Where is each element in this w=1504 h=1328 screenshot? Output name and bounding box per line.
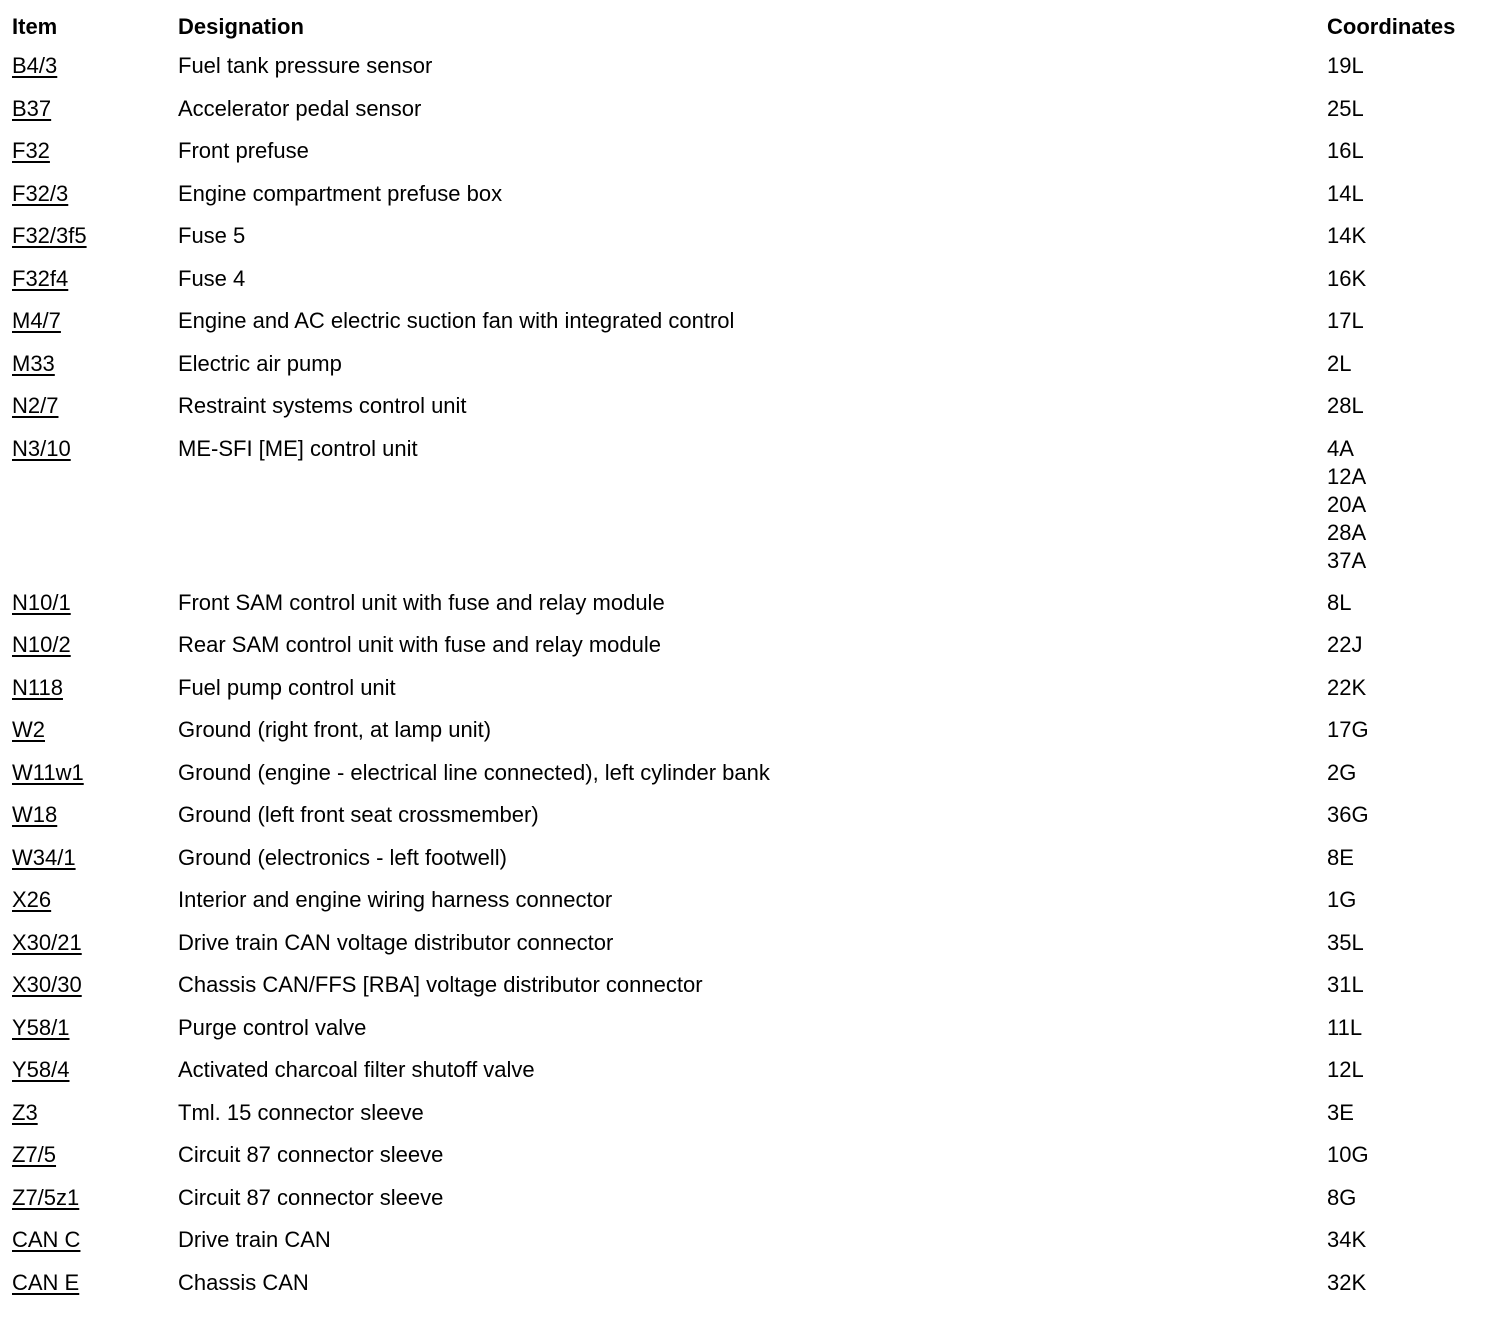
designation-text: Fuse 5 bbox=[178, 223, 246, 248]
component-legend-table bbox=[12, 14, 1492, 1311]
designation-text: Activated charcoal filter shutoff valve bbox=[178, 1057, 535, 1082]
table-row bbox=[12, 844, 1492, 887]
coordinates-text: 14K bbox=[1327, 223, 1367, 248]
item-link[interactable]: W2 bbox=[12, 717, 45, 742]
designation-text: Fuse 4 bbox=[178, 265, 246, 291]
item-link[interactable]: X30/30 bbox=[12, 972, 82, 997]
item-link[interactable]: Z7/5z1 bbox=[12, 1184, 80, 1210]
coordinates-text: 17L bbox=[1327, 308, 1364, 333]
table-row bbox=[12, 589, 1492, 632]
coordinates-text: 17G bbox=[1327, 717, 1369, 742]
item-link[interactable]: CAN C bbox=[12, 1227, 81, 1252]
table-header bbox=[12, 14, 1492, 52]
designation-text: Drive train CAN voltage distributor connector bbox=[178, 929, 614, 955]
table-row bbox=[12, 631, 1492, 674]
item-link[interactable]: CAN E bbox=[12, 1269, 80, 1295]
coordinates-text: 16K bbox=[1327, 265, 1367, 291]
item-link[interactable]: Z3 bbox=[12, 1099, 38, 1125]
table-row bbox=[12, 674, 1492, 717]
item-link[interactable]: W18 bbox=[12, 802, 58, 827]
coordinates-text: 22J bbox=[1327, 632, 1363, 657]
coordinates-text: 1G bbox=[1327, 887, 1357, 912]
coordinates-text: 31L bbox=[1327, 972, 1364, 997]
designation-text: Ground (electronics - left footwell) bbox=[178, 844, 507, 870]
designation-text: Front SAM control unit with fuse and relay module bbox=[178, 589, 665, 615]
designation-text: Ground (engine - electrical line connected), left cylinder bank bbox=[178, 759, 770, 785]
designation-text: Chassis CAN/FFS [RBA] voltage distributor connector bbox=[178, 972, 703, 997]
header-coordinates: Coordinates bbox=[1327, 14, 1456, 39]
coordinates-text: 35L bbox=[1327, 929, 1364, 955]
table-row bbox=[12, 435, 1492, 589]
item-link[interactable]: M33 bbox=[12, 350, 55, 376]
designation-text: Purge control valve bbox=[178, 1014, 367, 1040]
designation-text: Ground (right front, at lamp unit) bbox=[178, 717, 492, 742]
coordinates-text: 11L bbox=[1327, 1014, 1363, 1040]
designation-text: Interior and engine wiring harness connector bbox=[178, 887, 613, 912]
table-row bbox=[12, 180, 1492, 223]
designation-text: Circuit 87 connector sleeve bbox=[178, 1184, 444, 1210]
coordinates-text: 22K bbox=[1327, 674, 1367, 700]
item-link[interactable]: X26 bbox=[12, 887, 52, 912]
table-row bbox=[12, 929, 1492, 972]
designation-text: Circuit 87 connector sleeve bbox=[178, 1142, 444, 1167]
table-row bbox=[12, 392, 1492, 435]
table-row bbox=[12, 95, 1492, 138]
coordinates-text: 8L bbox=[1327, 589, 1352, 615]
coordinates-text: 10G bbox=[1327, 1142, 1369, 1167]
table-row bbox=[12, 1141, 1492, 1184]
designation-text: Electric air pump bbox=[178, 350, 342, 376]
table-row bbox=[12, 52, 1492, 95]
coordinates-text: 3E bbox=[1327, 1099, 1354, 1125]
header-designation: Designation bbox=[178, 14, 304, 39]
item-link[interactable]: M4/7 bbox=[12, 308, 61, 333]
item-link[interactable]: N118 bbox=[12, 674, 63, 700]
coordinates-text: 34K bbox=[1327, 1227, 1367, 1252]
table-row bbox=[12, 1099, 1492, 1142]
designation-text: Chassis CAN bbox=[178, 1269, 309, 1295]
table-row bbox=[12, 222, 1492, 265]
coordinates-text: 25L bbox=[1327, 95, 1364, 121]
designation-text: Restraint systems control unit bbox=[178, 393, 467, 418]
coordinates-text: 8G bbox=[1327, 1184, 1357, 1210]
item-link[interactable]: W11w1 bbox=[12, 759, 84, 785]
coordinates-text: 12L bbox=[1327, 1057, 1364, 1082]
item-link[interactable]: N3/10 bbox=[12, 435, 71, 461]
coordinates-text: 28L bbox=[1327, 393, 1364, 418]
item-link[interactable]: B4/3 bbox=[12, 53, 58, 78]
coordinates-text: 8E bbox=[1327, 844, 1354, 870]
item-link[interactable]: F32f4 bbox=[12, 265, 69, 291]
coordinates-text: 36G bbox=[1327, 802, 1369, 827]
table-row bbox=[12, 1014, 1492, 1057]
designation-text: Engine and AC electric suction fan with integrated control bbox=[178, 308, 735, 333]
table-body bbox=[12, 52, 1492, 1311]
designation-text: Ground (left front seat crossmember) bbox=[178, 802, 539, 827]
item-link[interactable]: N2/7 bbox=[12, 393, 59, 418]
designation-text: Front prefuse bbox=[178, 138, 309, 163]
table-row bbox=[12, 716, 1492, 759]
table-row bbox=[12, 137, 1492, 180]
designation-text: Tml. 15 connector sleeve bbox=[178, 1099, 424, 1125]
designation-text: Fuel tank pressure sensor bbox=[178, 53, 433, 78]
table-row bbox=[12, 350, 1492, 393]
item-link[interactable]: W34/1 bbox=[12, 844, 76, 870]
table-row bbox=[12, 971, 1492, 1014]
item-link[interactable]: N10/2 bbox=[12, 632, 71, 657]
table-row bbox=[12, 1056, 1492, 1099]
designation-text: Accelerator pedal sensor bbox=[178, 95, 422, 121]
table-row bbox=[12, 1184, 1492, 1227]
designation-text: Drive train CAN bbox=[178, 1227, 331, 1252]
coordinates-text: 4A 12A 20A 28A 37A bbox=[1327, 435, 1367, 573]
table-row bbox=[12, 265, 1492, 308]
table-row bbox=[12, 886, 1492, 929]
table-row bbox=[12, 307, 1492, 350]
table-row bbox=[12, 1269, 1492, 1312]
designation-text: Fuel pump control unit bbox=[178, 674, 396, 700]
item-link[interactable]: X30/21 bbox=[12, 929, 82, 955]
designation-text: Rear SAM control unit with fuse and relay module bbox=[178, 632, 662, 657]
designation-text: ME-SFI [ME] control unit bbox=[178, 435, 418, 461]
item-link[interactable]: Y58/4 bbox=[12, 1057, 70, 1082]
item-link[interactable]: F32/3 bbox=[12, 180, 69, 206]
item-link[interactable]: Y58/1 bbox=[12, 1014, 70, 1040]
coordinates-text: 16L bbox=[1327, 138, 1364, 163]
designation-text: Engine compartment prefuse box bbox=[178, 180, 503, 206]
coordinates-text: 2L bbox=[1327, 350, 1352, 376]
table-row bbox=[12, 801, 1492, 844]
item-link[interactable]: Z7/5 bbox=[12, 1142, 57, 1167]
table-row bbox=[12, 1226, 1492, 1269]
item-link[interactable]: F32 bbox=[12, 138, 50, 163]
item-link[interactable]: N10/1 bbox=[12, 589, 71, 615]
item-link[interactable]: B37 bbox=[12, 95, 52, 121]
coordinates-text: 2G bbox=[1327, 759, 1357, 785]
table-row bbox=[12, 759, 1492, 802]
coordinates-text: 19L bbox=[1327, 53, 1364, 78]
header-item: Item bbox=[12, 14, 58, 39]
coordinates-text: 32K bbox=[1327, 1269, 1367, 1295]
item-link[interactable]: F32/3f5 bbox=[12, 223, 87, 248]
coordinates-text: 14L bbox=[1327, 180, 1364, 206]
